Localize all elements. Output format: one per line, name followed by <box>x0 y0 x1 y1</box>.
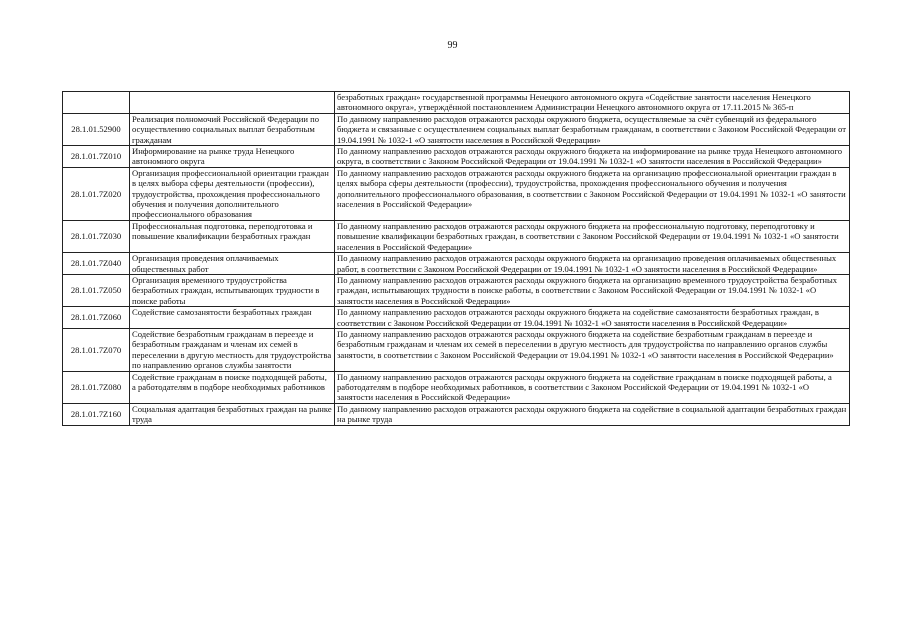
table-row <box>63 274 850 306</box>
row-description: безработных граждан» государственной программы Ненецкого автономного округа «Содействие занятости населения Ненецкого автономного округа», утверждённой постановлением Администрации Ненецкого автономного округа от 17.11.2015 № 365-п <box>335 92 850 114</box>
table-row <box>63 113 850 145</box>
row-description: По данному направлению расходов отражаются расходы окружного бюджета на содействие в социальной адаптации безработных граждан на рынке труда <box>335 403 850 425</box>
row-code: 28.1.01.7Z070 <box>63 328 130 371</box>
row-code: 28.1.01.7Z020 <box>63 167 130 220</box>
row-description: По данному направлению расходов отражаются расходы окружного бюджета на информирование на рынке труда Ненецкого автономного округа, в соответствии с Законом Российской Федерации от 19.04.1991 № 1032-1 «О занятости населения в Российской Федерации» <box>335 146 850 168</box>
row-description: По данному направлению расходов отражаются расходы окружного бюджета на организацию временного трудоустройства безработных граждан, испытывающих трудности в поиске работы, в соответствии с Законом Российской Федерации от 19.04.1991 № 1032-1 «О занятости населения в Российской Федерации» <box>335 274 850 306</box>
row-name: Организация проведения оплачиваемых общественных работ <box>130 253 335 275</box>
row-code: 28.1.01.7Z030 <box>63 220 130 252</box>
budget-classification-table <box>62 91 850 426</box>
row-description: По данному направлению расходов отражаются расходы окружного бюджета на содействие гражданам в поиске подходящей работы, а работодателям в подборе необходимых работников, в соответствии с Законом Российской Федерации от 19.04.1991 № 1032-1 «О занятости населения в Российской Федерации» <box>335 371 850 403</box>
table-row <box>63 167 850 220</box>
row-name: Содействие безработным гражданам в переезде и безработным гражданам и членам их семей в переселении в другую местность для трудоустройства по направлению органов службы занятости <box>130 328 335 371</box>
page-number: 99 <box>447 40 458 51</box>
row-description: По данному направлению расходов отражаются расходы окружного бюджета на профессиональную подготовку, переподготовку и повышение квалификации безработных граждан, в соответствии с Законом Российской Федерации от 19.04.1991 № 1032-1 «О занятости населения в Российской Федерации» <box>335 220 850 252</box>
row-code: 28.1.01.7Z040 <box>63 253 130 275</box>
row-name: Реализация полномочий Российской Федерации по осуществлению социальных выплат безработным гражданам <box>130 113 335 145</box>
row-name: Содействие гражданам в поиске подходящей работы, а работодателям в подборе необходимых работников <box>130 371 335 403</box>
row-name: Организация временного трудоустройства безработных граждан, испытывающих трудности в поиске работы <box>130 274 335 306</box>
row-code: 28.1.01.52900 <box>63 113 130 145</box>
row-description: По данному направлению расходов отражаются расходы окружного бюджета на содействие самозанятости безработных граждан, в соответствии с Законом Российской Федерации от 19.04.1991 № 1032-1 «О занятости населения в Российской Федерации» <box>335 307 850 329</box>
row-name: Профессиональная подготовка, переподготовка и повышение квалификации безработных граждан <box>130 220 335 252</box>
row-description: По данному направлению расходов отражаются расходы окружного бюджета на организацию проведения оплачиваемых общественных работ, в соответствии с Законом Российской Федерации от 19.04.1991 № 1032-1 «О занятости населения в Российской Федерации» <box>335 253 850 275</box>
row-name: Содействие самозанятости безработных граждан <box>130 307 335 329</box>
row-code <box>63 92 130 114</box>
row-code: 28.1.01.7Z060 <box>63 307 130 329</box>
row-code: 28.1.01.7Z160 <box>63 403 130 425</box>
table-row <box>63 328 850 371</box>
row-code: 28.1.01.7Z080 <box>63 371 130 403</box>
table-row <box>63 220 850 252</box>
table-row <box>63 92 850 114</box>
table-row <box>63 371 850 403</box>
row-description: По данному направлению расходов отражаются расходы окружного бюджета, осуществляемые за счёт субвенций из федерального бюджета и связанные с осуществлением социальных выплат безработным гражданам, в соответствии с Законом Российской Федерации от 19.04.1991 № 1032-1 «О занятости населения в Российской Федерации» <box>335 113 850 145</box>
table-row <box>63 307 850 329</box>
row-name: Информирование на рынке труда Ненецкого автономного округа <box>130 146 335 168</box>
row-name <box>130 92 335 114</box>
table-row <box>63 253 850 275</box>
row-code: 28.1.01.7Z010 <box>63 146 130 168</box>
row-code: 28.1.01.7Z050 <box>63 274 130 306</box>
table-row <box>63 403 850 425</box>
row-description: По данному направлению расходов отражаются расходы окружного бюджета на содействие безработным гражданам в переезде и безработным гражданам и членам их семей в переселении в другую местность для трудоустройства по направлению органов службы занятости, в соответствии с Законом Российской Федерации от 19.04.1991 № 1032-1 «О занятости населения в Российской Федерации» <box>335 328 850 371</box>
row-name: Социальная адаптация безработных граждан на рынке труда <box>130 403 335 425</box>
row-description: По данному направлению расходов отражаются расходы окружного бюджета на организацию профессиональной ориентации граждан в целях выбора сферы деятельности (профессии), трудоустройства, прохождения профессионального обучения и получения дополнительного профессионального образования, в соответствии с Законом Российской Федерации от 19.04.1991 № 1032-1 «О занятости населения в Российской Федерации» <box>335 167 850 220</box>
row-name: Организация профессиональной ориентации граждан в целях выбора сферы деятельности (профессии), трудоустройства, прохождения профессионального обучения и получения дополнительного профессионального образования <box>130 167 335 220</box>
table-row <box>63 146 850 168</box>
